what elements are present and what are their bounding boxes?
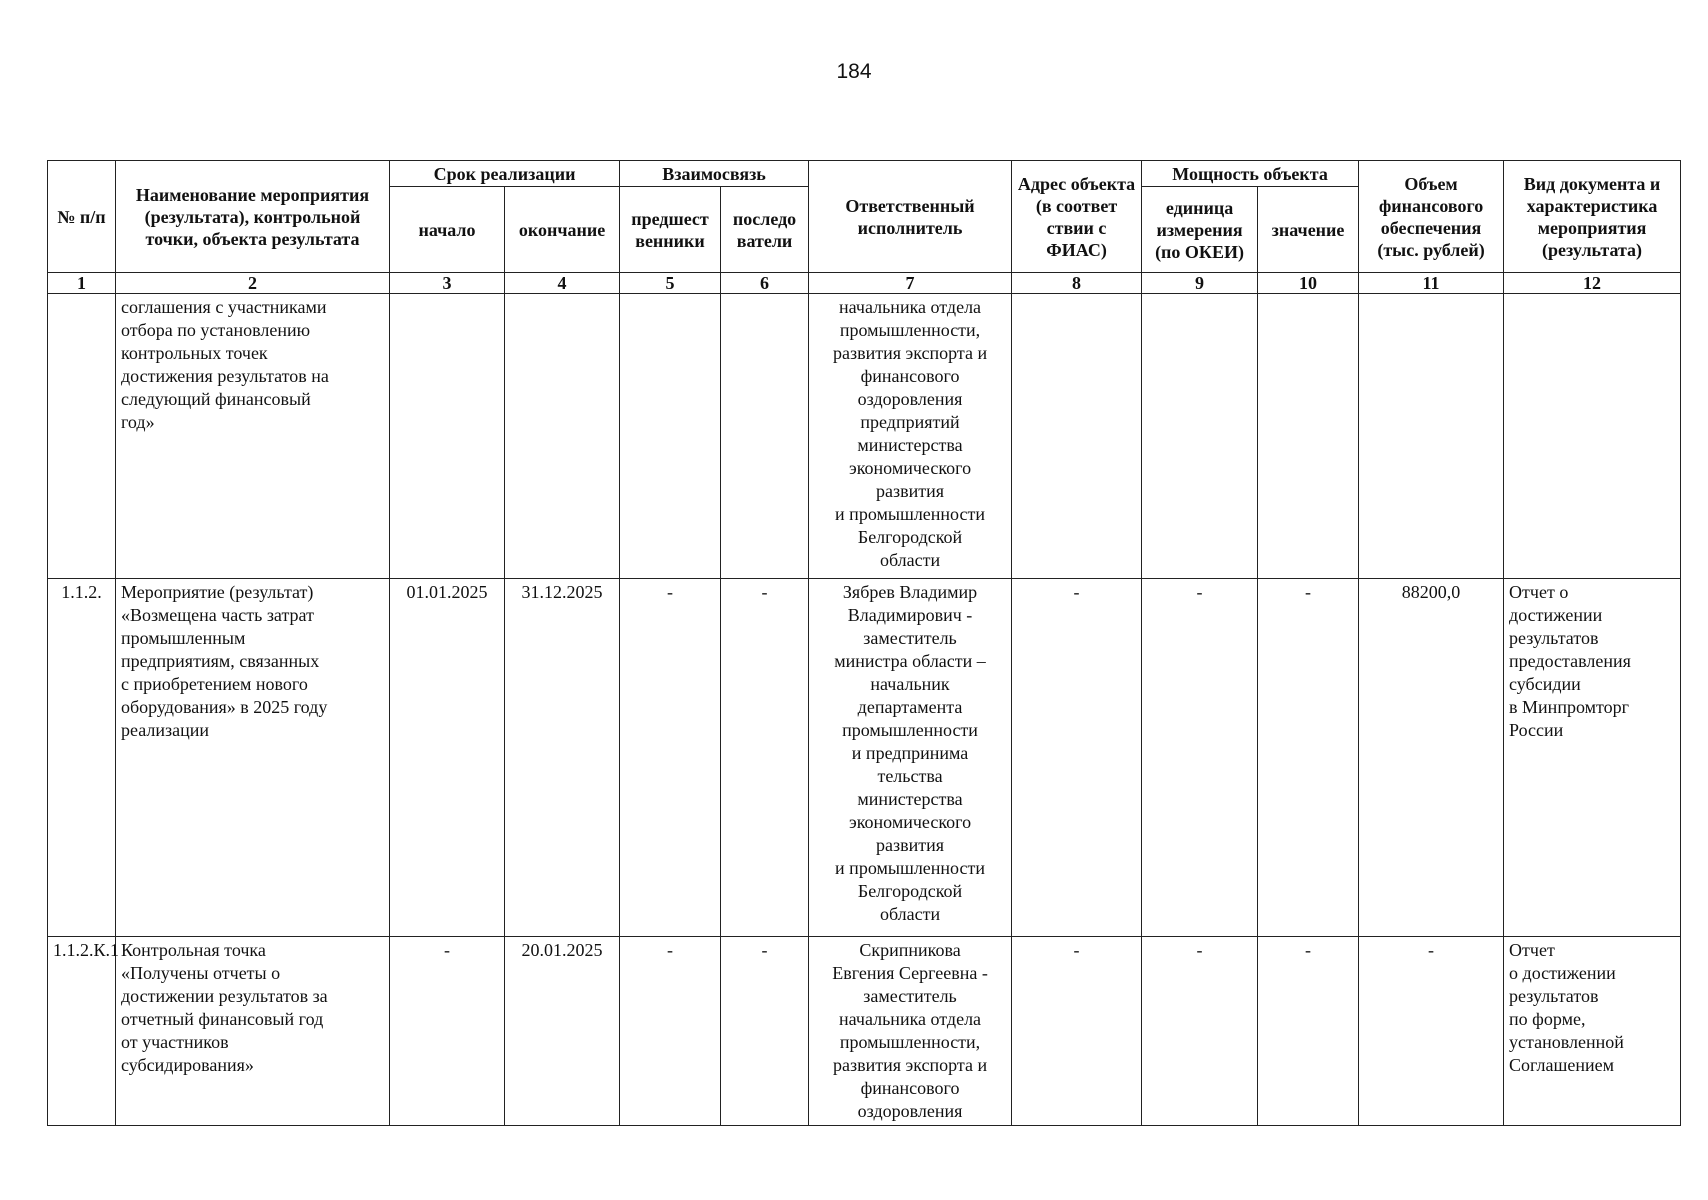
column-number: 11: [1359, 273, 1504, 294]
column-number: 5: [620, 273, 721, 294]
header-capacity: Мощность объекта: [1142, 161, 1359, 187]
row-start: -: [390, 937, 505, 1126]
header-num: № п/п: [48, 161, 116, 273]
row-finance: 88200,0: [1359, 579, 1504, 937]
column-number: 4: [505, 273, 620, 294]
table-row: [48, 937, 1681, 1126]
row-num: [48, 294, 116, 579]
row-end: 31.12.2025: [505, 579, 620, 937]
row-unit: -: [1142, 579, 1258, 937]
header-pred: предшест венники: [620, 187, 721, 273]
column-number: 6: [721, 273, 809, 294]
row-responsible: начальника отдела промышленности, развития экспорта и финансового оздоровления предприятий министерства экономического развития и промышленности Белгородской области: [809, 294, 1012, 579]
row-num: 1.1.2.: [48, 579, 116, 937]
header-period: Срок реализации: [390, 161, 620, 187]
column-number: 12: [1504, 273, 1681, 294]
column-number-row: [48, 273, 1681, 294]
column-number: 9: [1142, 273, 1258, 294]
header-row-top: [48, 161, 1681, 187]
row-finance: -: [1359, 937, 1504, 1126]
header-start: начало: [390, 187, 505, 273]
header-address: Адрес объекта (в соответ ствии с ФИАС): [1012, 161, 1142, 273]
row-address: [1012, 294, 1142, 579]
row-num: 1.1.2.К.1: [48, 937, 116, 1126]
header-unit: единица измерения (по ОКЕИ): [1142, 187, 1258, 273]
activities-table: [47, 160, 1681, 1126]
row-name: Мероприятие (результат) «Возмещена часть затрат промышленным предприятиям, связанных с приобретением нового оборудования» в 2025 году реализации: [116, 579, 390, 937]
row-succ: -: [721, 937, 809, 1126]
row-succ: -: [721, 579, 809, 937]
column-number: 7: [809, 273, 1012, 294]
row-value: -: [1258, 579, 1359, 937]
header-succ: последо ватели: [721, 187, 809, 273]
row-unit: [1142, 294, 1258, 579]
header-doc: Вид документа и характеристика мероприятия (результата): [1504, 161, 1681, 273]
row-address: -: [1012, 579, 1142, 937]
row-end: [505, 294, 620, 579]
row-doc: Отчет о достижении результатов по форме, установленной Соглашением: [1504, 937, 1681, 1126]
row-name: Контрольная точка «Получены отчеты о достижении результатов за отчетный финансовый год от участников субсидирования»: [116, 937, 390, 1126]
header-relation: Взаимосвязь: [620, 161, 809, 187]
header-value: значение: [1258, 187, 1359, 273]
row-succ: [721, 294, 809, 579]
row-address: -: [1012, 937, 1142, 1126]
page-number: 184: [836, 60, 872, 83]
row-value: [1258, 294, 1359, 579]
column-number: 8: [1012, 273, 1142, 294]
header-end: окончание: [505, 187, 620, 273]
row-responsible: Зябрев Владимир Владимирович - заместитель министра области – начальник департамента промышленности и предпринима тельства министерства экономического развития и промышленности Белгородской области: [809, 579, 1012, 937]
column-number: 2: [116, 273, 390, 294]
row-pred: -: [620, 579, 721, 937]
row-unit: -: [1142, 937, 1258, 1126]
row-doc: [1504, 294, 1681, 579]
row-value: -: [1258, 937, 1359, 1126]
row-start: [390, 294, 505, 579]
row-pred: -: [620, 937, 721, 1126]
column-number: 1: [48, 273, 116, 294]
row-finance: [1359, 294, 1504, 579]
column-number: 10: [1258, 273, 1359, 294]
row-pred: [620, 294, 721, 579]
row-name: соглашения с участниками отбора по установлению контрольных точек достижения результатов на следующий финансовый год»: [116, 294, 390, 579]
table-row: [48, 294, 1681, 579]
header-finance: Объем финансового обеспечения (тыс. рублей): [1359, 161, 1504, 273]
row-start: 01.01.2025: [390, 579, 505, 937]
row-responsible: Скрипникова Евгения Сергеевна - заместитель начальника отдела промышленности, развития экспорта и финансового оздоровления: [809, 937, 1012, 1126]
table-row: [48, 579, 1681, 937]
header-responsible: Ответственный исполнитель: [809, 161, 1012, 273]
row-doc: Отчет о достижении результатов предоставления субсидии в Минпромторг России: [1504, 579, 1681, 937]
row-end: 20.01.2025: [505, 937, 620, 1126]
header-name: Наименование мероприятия (результата), контрольной точки, объекта результата: [116, 161, 390, 273]
column-number: 3: [390, 273, 505, 294]
